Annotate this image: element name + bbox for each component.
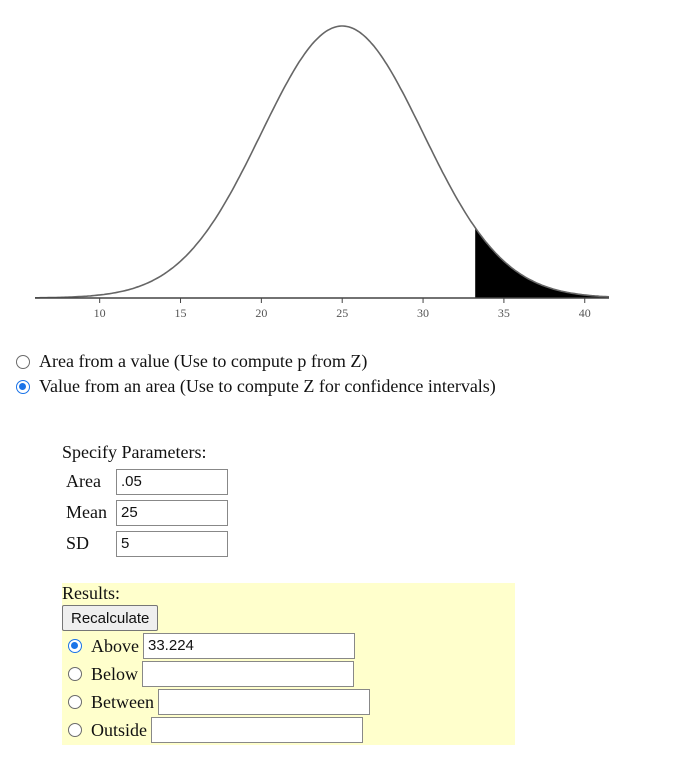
results-panel bbox=[62, 583, 515, 745]
mode-option-area-from-value[interactable] bbox=[16, 351, 367, 372]
outside-radio[interactable] bbox=[68, 723, 82, 737]
below-radio[interactable] bbox=[68, 667, 82, 681]
between-radio[interactable] bbox=[68, 695, 82, 709]
area-from-value-radio[interactable] bbox=[16, 355, 30, 369]
area-input[interactable]: .05 bbox=[116, 469, 228, 495]
x-tick-label-15: 15 bbox=[174, 306, 187, 320]
normal-distribution-chart bbox=[0, 0, 679, 330]
outside-label: Outside bbox=[91, 719, 147, 740]
value-from-area-label: Value from an area (Use to compute Z for confidence intervals) bbox=[39, 376, 496, 396]
sd-row bbox=[62, 528, 228, 559]
between-value-field[interactable] bbox=[158, 689, 370, 715]
normal-curve bbox=[35, 26, 609, 298]
parameters-panel bbox=[62, 442, 228, 559]
mean-row bbox=[62, 497, 228, 528]
result-row-above[interactable] bbox=[68, 633, 355, 659]
outside-value-field[interactable] bbox=[151, 717, 363, 743]
area-row bbox=[62, 466, 228, 497]
x-tick-label-10: 10 bbox=[93, 306, 106, 320]
sd-label: SD bbox=[66, 533, 90, 553]
parameters-title: Specify Parameters: bbox=[62, 442, 207, 462]
sd-input[interactable]: 5 bbox=[116, 531, 228, 557]
below-value-field[interactable] bbox=[142, 661, 354, 687]
mean-label: Mean bbox=[66, 502, 107, 522]
x-tick-label-20: 20 bbox=[255, 306, 268, 320]
x-tick-label-30: 30 bbox=[417, 306, 430, 320]
x-tick-label-25: 25 bbox=[336, 306, 349, 320]
area-label: Area bbox=[66, 471, 101, 491]
above-value-field[interactable]: 33.224 bbox=[143, 633, 355, 659]
above-label: Above bbox=[91, 635, 139, 656]
shaded-tail-area bbox=[475, 228, 609, 298]
mode-option-value-from-area[interactable] bbox=[16, 376, 496, 397]
between-label: Between bbox=[91, 691, 154, 712]
results-title: Results: bbox=[62, 583, 121, 603]
result-row-between[interactable] bbox=[68, 689, 370, 715]
below-label: Below bbox=[91, 663, 138, 684]
result-row-below[interactable] bbox=[68, 661, 354, 687]
value-from-area-radio[interactable] bbox=[16, 380, 30, 394]
area-from-value-label: Area from a value (Use to compute p from Z) bbox=[39, 351, 368, 371]
above-radio[interactable] bbox=[68, 639, 82, 653]
recalculate-button[interactable]: Recalculate bbox=[62, 605, 158, 631]
mean-input[interactable]: 25 bbox=[116, 500, 228, 526]
x-tick-label-35: 35 bbox=[497, 306, 510, 320]
result-row-outside[interactable] bbox=[68, 717, 363, 743]
x-tick-label-40: 40 bbox=[578, 306, 591, 320]
